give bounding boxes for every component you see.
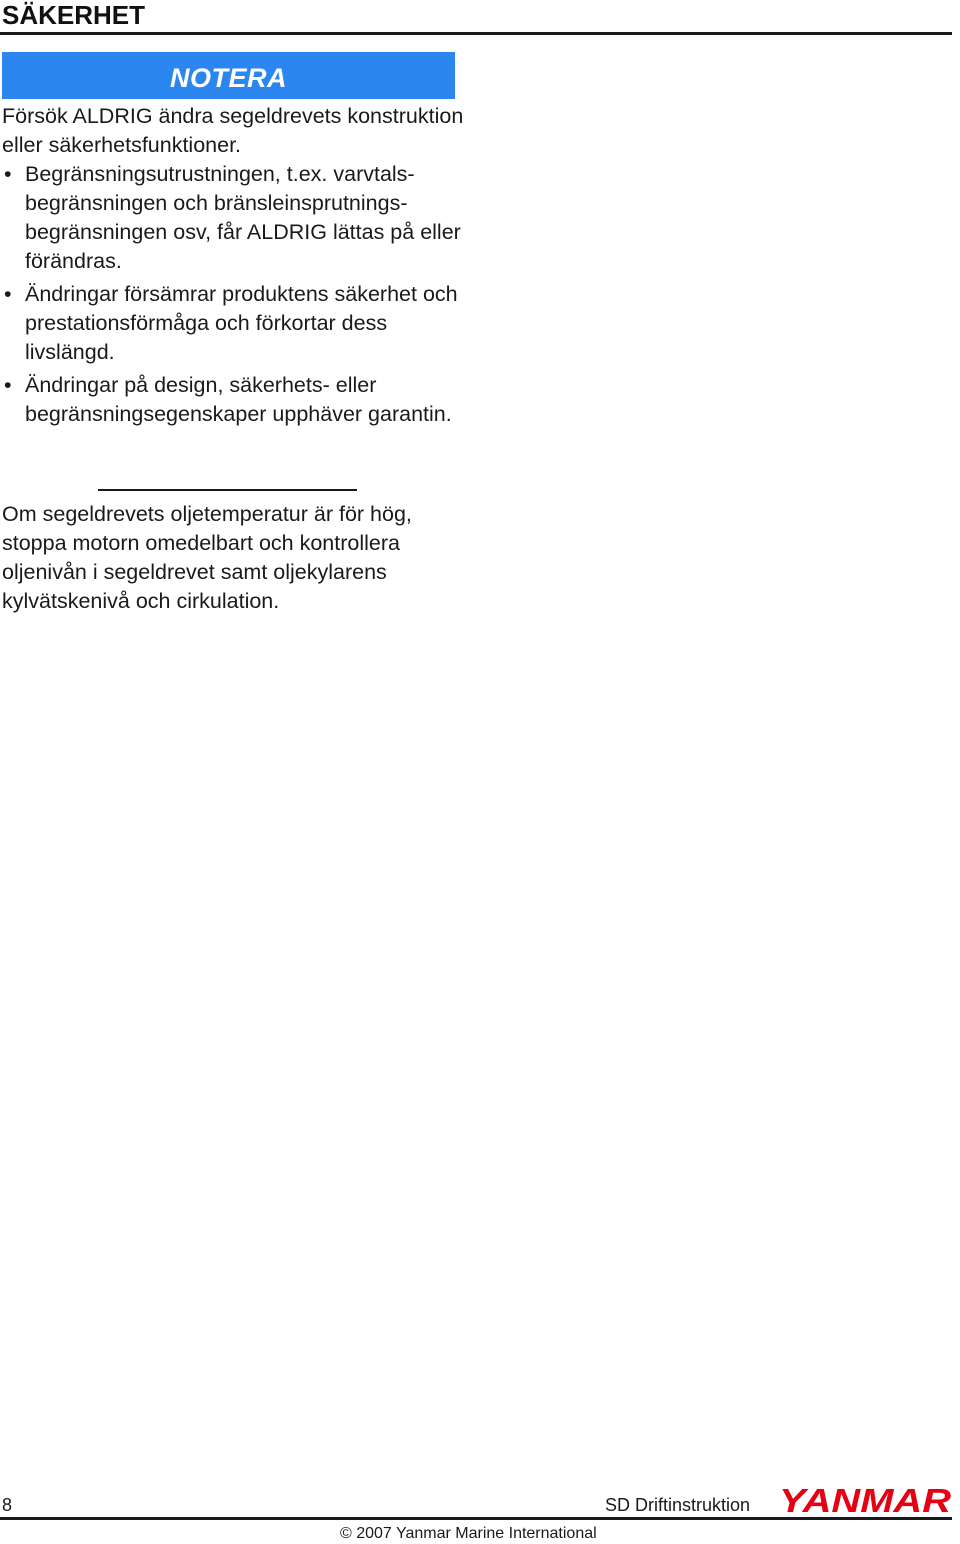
bullet-text: Ändringar försämrar produktens säkerhet och prestationsförmåga och förkortar dess livslängd. [25,282,458,364]
bullet-icon: • [4,282,12,306]
bullet-text: Begränsningsutrustningen, t.ex. varvtals-begränsningen och bränsleinsprutnings-begränsningen osv, får ALDRIG lättas på eller förändras. [25,162,461,273]
footer-rule [0,1517,952,1520]
section-separator [98,489,357,491]
notice-body [2,102,472,429]
body-paragraph: Om segeldrevets oljetemperatur är för hög, stoppa motorn omedelbart och kontrollera oljenivån i segeldrevet samt oljekylarens kylvätskenivå och cirkulation. [2,502,412,613]
notice-bullet-list [2,160,472,429]
page-number: 8 [2,1495,13,1515]
yanmar-logo [778,1485,952,1515]
bullet-text: Ändringar på design, säkerhets- eller begränsningsegenskaper upphäver garantin. [25,373,452,426]
yanmar-logo-text: YANMAR [779,1485,952,1515]
notice-header: NOTERA [2,52,455,99]
notice-bullet-item [2,280,472,367]
section-title: SÄKERHET [2,0,146,30]
bullet-icon: • [4,162,12,186]
page-header [0,0,952,35]
notice-bullet-item [2,160,472,276]
bullet-icon: • [4,373,12,397]
copyright-notice: © 2007 Yanmar Marine International [340,1525,597,1542]
notice-bullet-item [2,371,472,429]
manual-title: SD Driftinstruktion [605,1495,751,1515]
notice-intro: Försök ALDRIG ändra segeldrevets konstruktion eller säkerhetsfunktioner. [2,104,464,157]
